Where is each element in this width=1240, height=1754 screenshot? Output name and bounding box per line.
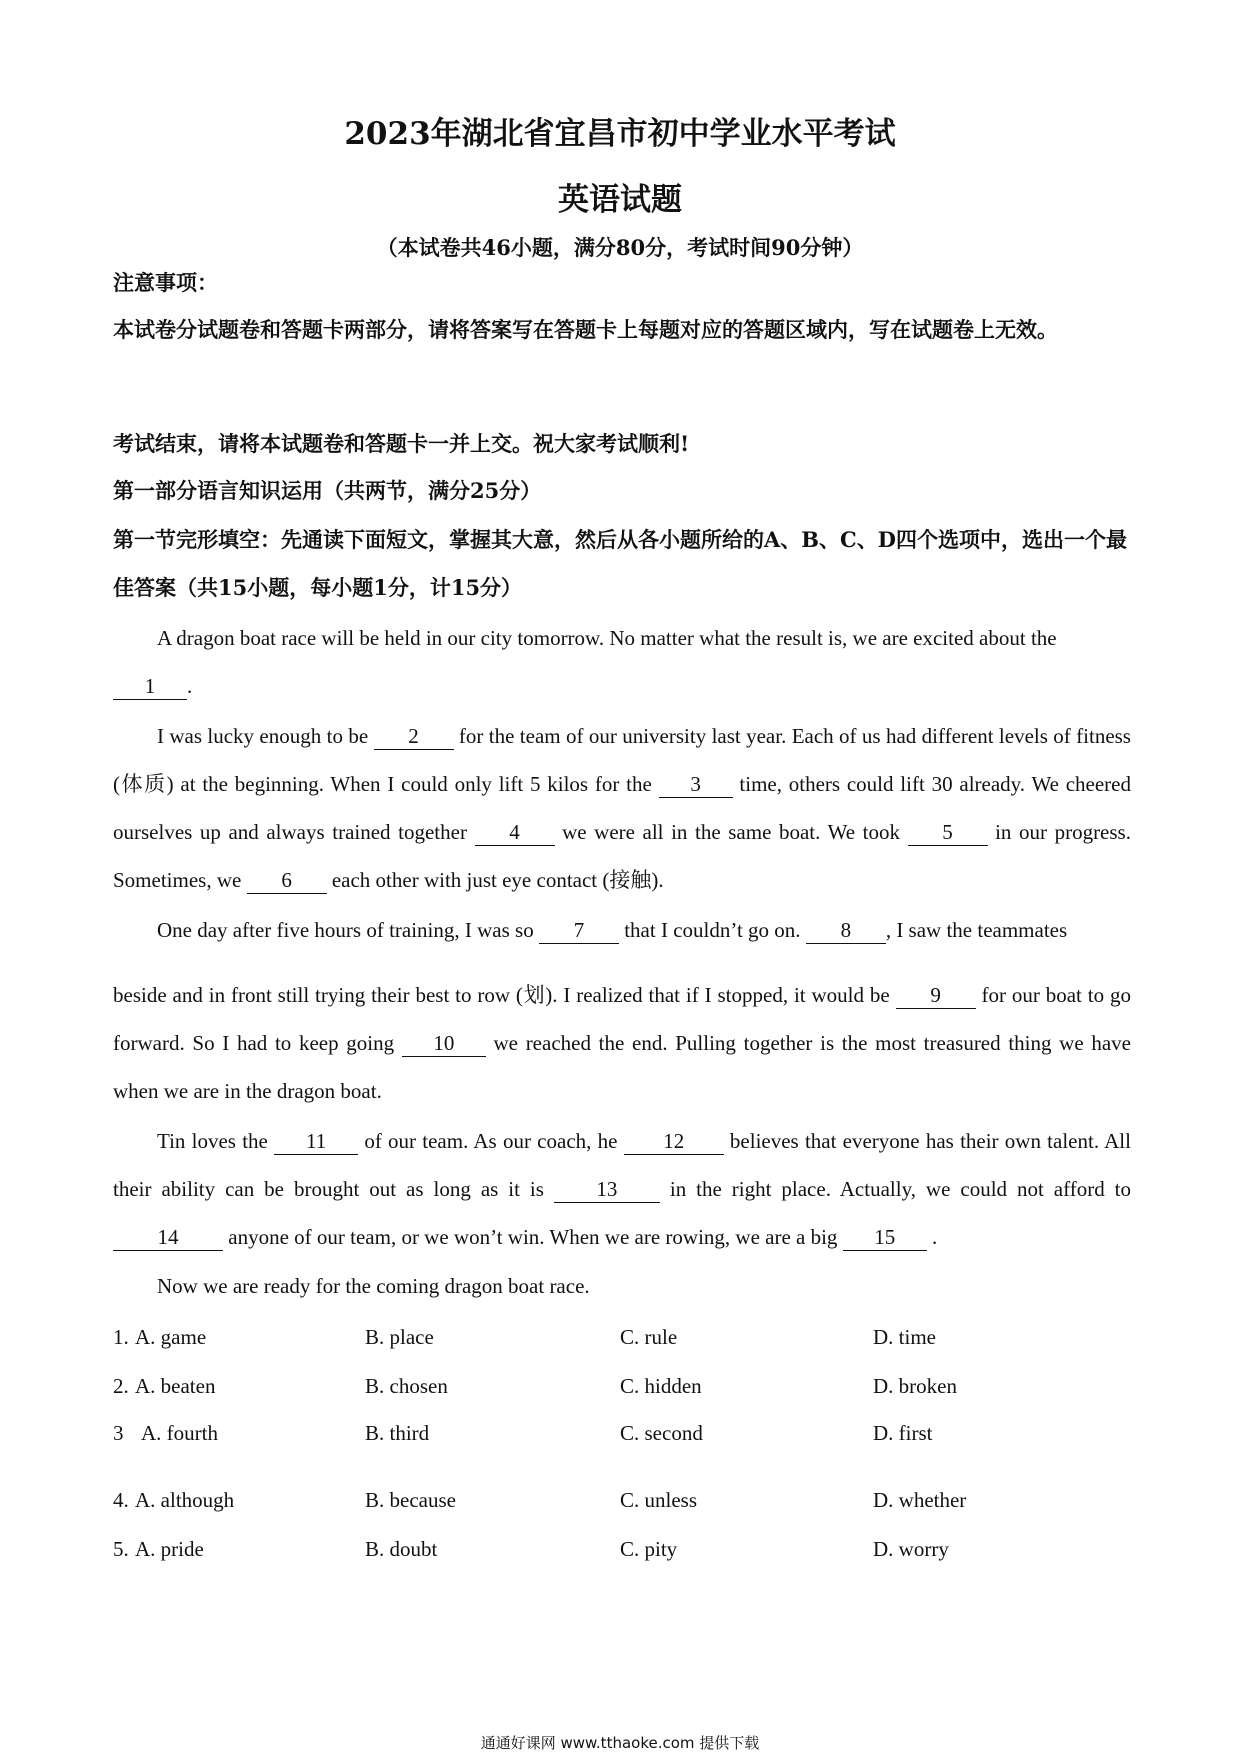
notice-1: 本试卷分试题卷和答题卡两部分，请将答案写在答题卡上每题对应的答题区域内，写在试题卷上无效。	[113, 317, 1058, 342]
passage-text: that I couldn’t go on.	[618, 918, 806, 942]
option-b: B. third	[365, 1421, 430, 1445]
option-a: A. pride	[135, 1537, 204, 1561]
option-d: D. broken	[873, 1374, 957, 1398]
blank-1: 1	[113, 673, 187, 700]
notice-heading: 注意事项：	[113, 270, 218, 295]
passage-text: each other with just eye contact (接触).	[326, 868, 664, 892]
option-row-2	[113, 1374, 1131, 1414]
blank-9: 9	[896, 982, 976, 1009]
passage-text: in the right place. Actually, we could not afford to	[659, 1177, 1132, 1201]
passage-text: in our progress. Sometimes, we	[113, 820, 1131, 892]
blank-5: 5	[908, 819, 988, 846]
option-number: 3	[113, 1421, 124, 1445]
part-1-heading: 第一部分语言知识运用（共两节，满分25分）	[113, 478, 542, 503]
passage-text: anyone of our team, or we won’t win. When we are rowing, we are a big	[223, 1225, 843, 1249]
option-b: B. doubt	[365, 1537, 438, 1561]
blank-13: 13	[554, 1176, 660, 1203]
blank-15: 15	[843, 1224, 927, 1251]
option-c: C. rule	[620, 1325, 678, 1349]
blank-11: 11	[274, 1128, 358, 1155]
passage-text: One day after five hours of training, I was so	[157, 918, 539, 942]
passage-text: of our team. As our coach, he	[358, 1129, 624, 1153]
exam-subtitle: 英语试题	[558, 182, 682, 218]
option-a: A. fourth	[141, 1421, 218, 1445]
passage-text: beside and in front still trying their best to row (划). I realized that if I stopped, it would be	[113, 983, 896, 1007]
option-b: B. chosen	[365, 1374, 448, 1398]
exam-info: （本试卷共46小题，满分80分，考试时间90分钟）	[376, 235, 864, 260]
passage-text: believes that everyone has their own talent. All their ability can be brought out as long as it is	[113, 1129, 1131, 1201]
option-a: A. game	[135, 1325, 207, 1349]
option-a: A. beaten	[135, 1374, 216, 1398]
passage-paragraph-2	[113, 712, 1131, 904]
passage-paragraph-3a	[113, 906, 1131, 954]
option-number: 1.	[113, 1325, 129, 1349]
passage-text: .	[926, 1225, 938, 1249]
option-c: C. second	[620, 1421, 703, 1445]
passage-text: I was lucky enough to be	[157, 724, 374, 748]
passage-text: for our boat to go forward. So I had to keep going	[113, 983, 1131, 1055]
option-row-1	[113, 1325, 1131, 1365]
page-footer: 通通好课网 www.tthaoke.com 提供下载	[480, 1734, 760, 1752]
option-d: D. worry	[873, 1537, 949, 1561]
exam-title: 2023年湖北省宜昌市初中学业水平考试	[344, 116, 896, 152]
option-row-3	[113, 1421, 1131, 1461]
passage-text: .	[187, 674, 193, 698]
blank-8: 8	[806, 917, 886, 944]
blank-14: 14	[113, 1224, 223, 1251]
option-row-5	[113, 1537, 1131, 1577]
option-b: B. place	[365, 1325, 434, 1349]
option-number: 2.	[113, 1374, 129, 1398]
passage-paragraph-5: Now we are ready for the coming dragon boat race.	[157, 1274, 590, 1298]
blank-10: 10	[402, 1030, 486, 1057]
option-c: C. pity	[620, 1537, 678, 1561]
option-a: A. although	[135, 1488, 235, 1512]
passage-paragraph-1	[113, 614, 1131, 710]
option-c: C. unless	[620, 1488, 698, 1512]
passage-text: we were all in the same boat. We took	[554, 820, 908, 844]
passage-text: , I saw the teammates	[885, 918, 1068, 942]
blank-4: 4	[475, 819, 555, 846]
option-row-4	[113, 1488, 1131, 1528]
passage-text: for the team of our university last year. Each of us had different levels of fitness (体质) at the beginning. When I could only lift 5 kilos for the	[113, 724, 1131, 796]
passage-text: we reached the end. Pulling together is the most treasured thing we have when we are in the dragon boat.	[113, 1031, 1131, 1103]
option-d: D. whether	[873, 1488, 967, 1512]
blank-2: 2	[374, 723, 454, 750]
passage-paragraph-3b	[113, 971, 1131, 1115]
notice-2: 考试结束，请将本试题卷和答题卡一并上交。祝大家考试顺利!	[113, 431, 690, 456]
passage-paragraph-4	[113, 1117, 1131, 1261]
blank-3: 3	[659, 771, 733, 798]
passage-text: Tin loves the	[157, 1129, 275, 1153]
blank-7: 7	[539, 917, 619, 944]
option-b: B. because	[365, 1488, 456, 1512]
option-d: D. first	[873, 1421, 933, 1445]
blank-6: 6	[247, 867, 327, 894]
section-1-heading: 第一节完形填空：先通读下面短文，掌握其大意，然后从各小题所给的A、B、C、D四个选项中，选出一个最佳答案（共15小题，每小题1分，计15分）	[113, 527, 1127, 600]
option-c: C. hidden	[620, 1374, 702, 1398]
passage-text: A dragon boat race will be held in our city tomorrow. No matter what the result is, we are excited about the	[157, 626, 1057, 650]
option-d: D. time	[873, 1325, 936, 1349]
blank-12: 12	[624, 1128, 724, 1155]
option-number: 5.	[113, 1537, 129, 1561]
passage-text: time, others could lift 30 already. We cheered ourselves up and always trained together	[113, 772, 1131, 844]
option-number: 4.	[113, 1488, 129, 1512]
